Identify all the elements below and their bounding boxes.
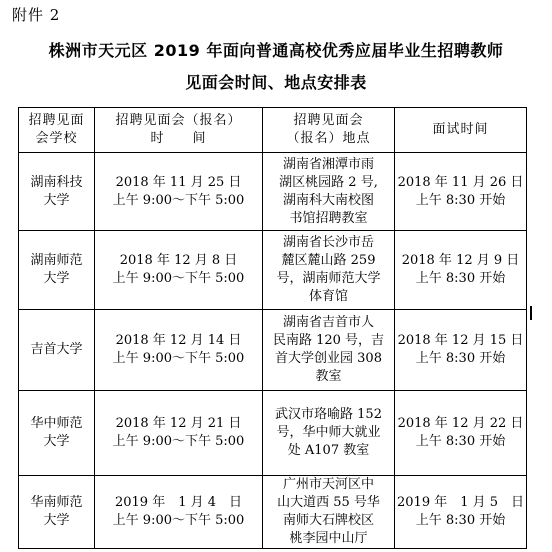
- document-title-line-1: 株洲市天元区 2019 年面向普通高校优秀应届毕业生招聘教师: [48, 41, 504, 60]
- location-cell: 湖南省吉首市人 民南路 120 号，吉 首大学创业园 308 教室: [263, 310, 395, 391]
- location-cell: 武汉市珞喻路 152 号，华中师大就业 处 A107 教室: [263, 391, 395, 476]
- column-header-location: 招聘见面会 （报名）地点: [263, 108, 395, 153]
- column-header-time: 招聘见面会（报名） 时 间: [95, 108, 263, 153]
- school-cell: 湖南科技 大学: [19, 153, 95, 231]
- location-cell: 广州市天河区中 山大道西 55 号华 南师大石牌校区 桃李园中山厅: [263, 476, 395, 549]
- table-row: [19, 476, 527, 549]
- column-header-school: 招聘见面 会学校: [19, 108, 95, 153]
- table-row: [19, 153, 527, 231]
- interview-cell: 2018 年 12 月 15 日 上午 8:30 开始: [395, 310, 527, 391]
- school-cell: 湖南师范 大学: [19, 231, 95, 310]
- document-title-line-2: 见面会时间、地点安排表: [185, 73, 367, 92]
- school-cell: 华中师范 大学: [19, 391, 95, 476]
- school-cell: 华南师范 大学: [19, 476, 95, 549]
- time-cell: 2018 年 12 月 8 日 上午 9:00～下午 5:00: [95, 231, 263, 310]
- table-row: [19, 231, 527, 310]
- time-cell: 2018 年 12 月 14 日 上午 9:00～下午 5:00: [95, 310, 263, 391]
- time-cell: 2018 年 12 月 21 日 上午 9:00～下午 5:00: [95, 391, 263, 476]
- schedule-table: [18, 107, 527, 549]
- time-cell: 2019 年 1 月 4 日 上午 9:00～下午 5:00: [95, 476, 263, 549]
- location-cell: 湖南省湘潭市雨 湖区桃园路 2 号, 湖南科大南校图 书馆招聘教室: [263, 153, 395, 231]
- margin-tick-mark: [530, 306, 532, 320]
- interview-cell: 2018 年 12 月 9 日 上午 8:30 开始: [395, 231, 527, 310]
- school-cell: 吉首大学: [19, 310, 95, 391]
- table-row: [19, 310, 527, 391]
- interview-cell: 2018 年 12 月 22 日 上午 8:30 开始: [395, 391, 527, 476]
- column-header-interview: 面试时间: [395, 108, 527, 153]
- attachment-label: 附件 2: [12, 6, 61, 24]
- location-cell: 湖南省长沙市岳 麓区麓山路 259 号，湖南师范大学 体育馆: [263, 231, 395, 310]
- interview-cell: 2019 年 1 月 5 日 上午 8:30 开始: [395, 476, 527, 549]
- table-header-row: [19, 108, 527, 153]
- interview-cell: 2018 年 11 月 26 日 上午 8:30 开始: [395, 153, 527, 231]
- table-row: [19, 391, 527, 476]
- time-cell: 2018 年 11 月 25 日 上午 9:00～下午 5:00: [95, 153, 263, 231]
